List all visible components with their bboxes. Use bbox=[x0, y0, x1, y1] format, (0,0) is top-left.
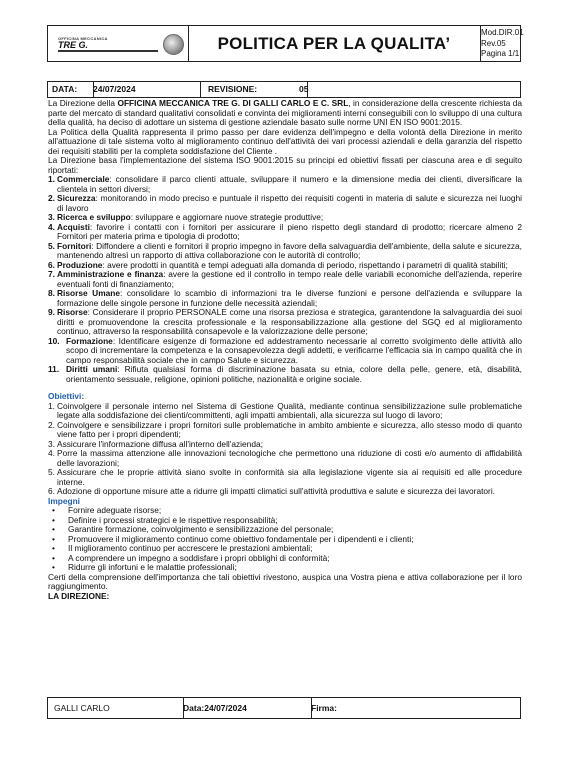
objective-text: Porre la massima attenzione alle innovazioni tecnologiche che permettono una riduzione di costi e/o aumento di affidabilità delle lavorazioni; bbox=[57, 448, 522, 468]
principle-item bbox=[48, 242, 522, 261]
policy-paragraph: La Politica della Qualità rappresenta il primo passo per dare evidenza dell'impegno e della volontà della Direzione in merito all'attuazione di tale sistema volto al miglioramento continuo dell'attività dei vari processi aziendali e della garanzia del rispetto dei requisiti stabiliti per la completa soddisfazione del Cliente . bbox=[48, 126, 522, 156]
objective-number: 3. bbox=[48, 438, 55, 449]
principle-item bbox=[48, 365, 522, 384]
policy-body bbox=[48, 99, 522, 601]
principle-label: Risorse Umane bbox=[57, 288, 120, 298]
intro-text-a: La Direzione della bbox=[48, 98, 118, 108]
closing-paragraph: Certi della comprensione dell'importanza che tali obiettivi rivestono, auspica una Vostra piena e attiva collaborazione per il loro raggiungimento. bbox=[48, 571, 522, 591]
principle-label: Produzione bbox=[57, 259, 103, 270]
principles-list bbox=[48, 175, 522, 384]
principle-item bbox=[48, 194, 522, 213]
principle-text: : Rifiuta qualsiasi forma di discriminazione basata su etnia, colore della pelle, genere, età, disabilità, orientamento sessuale, religione, opinioni politiche, nazionalità e origine sociale. bbox=[66, 364, 522, 384]
company-name: OFFICINA MECCANICA TRE G. DI GALLI CARLO E C. SRL bbox=[117, 98, 349, 108]
principles-intro: La Direzione basa l'implementazione del sistema ISO 9001:2015 su principi ed obiettivi fissati per ciascuna area e di seguito riportati: bbox=[48, 155, 522, 175]
objective-number: 5. bbox=[48, 467, 55, 477]
signer-name: GALLI CARLO bbox=[48, 698, 184, 718]
objective-item bbox=[48, 402, 522, 421]
date-label: DATA: bbox=[48, 82, 94, 97]
principle-label: Diritti umani bbox=[66, 364, 118, 374]
objective-number: 1. bbox=[48, 400, 55, 411]
commitment-item: • Fornire adeguate risorse; bbox=[48, 506, 522, 516]
date-revision-row bbox=[47, 81, 521, 98]
document-title: POLITICA PER LA QUALITA’ bbox=[188, 26, 481, 61]
commitment-item: • Il miglioramento continuo per accrescere le prestazioni ambientali; bbox=[48, 544, 522, 554]
signature-row bbox=[47, 697, 521, 719]
principle-text: : Considerare il proprio PERSONALE come una risorsa preziosa e strategica, garantendone la salvaguardia dei suoi diritti e promuovendone la crescita professionale e la responsabilizzazione alla gestione del SGQ ed al miglioramento continuo, attraverso la responsabilità consapevole e la valorizzazione delle persone; bbox=[57, 307, 522, 336]
principle-number: 4. bbox=[48, 221, 55, 232]
principle-text: : sviluppare e aggiornare nuove strategie produttive; bbox=[130, 212, 324, 222]
objective-item bbox=[48, 468, 522, 487]
principle-number: 5. bbox=[48, 240, 55, 251]
objective-text: Adozione di opportune misure atte a ridurre gli impatti climatici sull'attività produttiva e salute e sicurezza dei lavoratori. bbox=[57, 486, 495, 496]
signature-date: Data:24/07/2024 bbox=[177, 698, 312, 718]
commitments-list bbox=[48, 506, 522, 573]
objective-item bbox=[48, 487, 522, 497]
principle-label: Fornitori bbox=[57, 240, 92, 251]
commitment-item: • A comprendere un impegno a soddisfare i propri obblighi di conformità; bbox=[48, 554, 522, 564]
commitment-item: • Promuovere il miglioramento continuo come obiettivo fondamentale per i dipendenti e i clienti; bbox=[48, 535, 522, 545]
document-meta bbox=[481, 28, 523, 60]
principle-item bbox=[48, 337, 522, 366]
logo-name: TRE G. bbox=[58, 40, 89, 50]
principle-label: Sicurezza bbox=[57, 193, 96, 203]
objective-number: 2. bbox=[48, 419, 55, 430]
logo-underline bbox=[58, 50, 158, 52]
principle-item bbox=[48, 270, 522, 289]
commitments-title: Impegni bbox=[48, 495, 80, 506]
principle-text: : avere prodotti in quantità e tempi adeguati alla domanda di periodo, rispettando i parametri di qualità stabiliti; bbox=[102, 259, 508, 270]
principle-item bbox=[48, 175, 522, 194]
revision-code: Rev.05 bbox=[481, 38, 506, 48]
principle-number: 9. bbox=[48, 307, 55, 317]
principle-number: 11. bbox=[48, 364, 60, 374]
principle-text: : monitorando in modo preciso e puntuale il rispetto dei requisiti cogenti in materia di salute e sicurezza nei luoghi di lavoro bbox=[57, 193, 522, 213]
principle-label: Ricerca e sviluppo bbox=[57, 212, 131, 222]
objective-text: Assicurare l'informazione diffusa all'interno dell'azienda; bbox=[57, 438, 263, 449]
signoff-label: LA DIREZIONE: bbox=[48, 590, 110, 601]
objective-number: 4. bbox=[48, 448, 55, 458]
principle-number: 6. bbox=[48, 259, 55, 270]
objective-item bbox=[48, 421, 522, 440]
principle-label: Formazione bbox=[66, 335, 113, 346]
document-header bbox=[47, 25, 524, 62]
objective-text: Assicurare che le proprie attività siano svolte in conformità sia alla legislazione vigente sia ai requisiti ed alle procedure interne. bbox=[57, 467, 522, 487]
revision-label: REVISIONE: bbox=[196, 82, 308, 97]
objective-text: Coinvolgere il personale interno nel Sistema di Gestione Qualità, mediante continua sensibilizzazione sulle problematiche legate alla soddisfazione dei clienti/committenti, agli impatti ambientali, alla sicurezza sul luogo di lavoro; bbox=[57, 400, 522, 420]
company-logo bbox=[48, 26, 189, 61]
revision-value: 05 bbox=[299, 84, 309, 94]
principle-number: 1. bbox=[48, 174, 55, 184]
principle-number: 10. bbox=[48, 335, 60, 346]
principle-text: : avere la gestione ed il controllo in tempo reale delle variabili economiche dell'azienda, reperire eventuali fonti di finanziamento; bbox=[57, 269, 522, 289]
commitment-item: • Ridurre gli infortuni e le malattie professionali; bbox=[48, 563, 522, 573]
objective-text: Coinvolgere e sensibilizzare i propri fornitori sulle problematiche in ambito ambiente e sicurezza, allo stesso modo di quanto viene fatto per i propri dipendenti; bbox=[57, 419, 522, 439]
signature-label: Firma: bbox=[311, 703, 337, 713]
principle-text: : consolidare lo scambio di informazioni tra le diverse funzioni e persone dell'azienda e sviluppare la formazione delle singole persone in funzione delle necessità aziendali; bbox=[57, 288, 523, 308]
principle-label: Risorse bbox=[57, 307, 88, 317]
principle-item bbox=[48, 289, 522, 308]
principle-item bbox=[48, 223, 522, 242]
logo-caption: OFFICINA MECCANICA bbox=[58, 36, 108, 41]
commitment-item: • Definire i processi strategici e le rispettive responsabilità; bbox=[48, 516, 522, 526]
principle-text: : consolidare il parco clienti attuale, sviluppare il numero e la dimensione media dei clienti, diversificare la clientela in settori diversi; bbox=[57, 174, 522, 194]
principle-number: 2. bbox=[48, 193, 55, 203]
principle-item bbox=[48, 308, 522, 337]
intro-text-b: , in considerazione della crescente richiesta da parte del mercato di standard qualitativi consolidati e convinta dei miglioramenti interni conseguibili con lo sviluppo di una cultura della qualità, ha deciso di adottare un sistema di gestione aziendale basato sulle norme UNI EN ISO 9001:2015. bbox=[48, 98, 523, 127]
page-number: Pagina 1/1 bbox=[481, 49, 520, 58]
intro-paragraph bbox=[48, 99, 522, 128]
principle-label: Commerciale bbox=[57, 174, 110, 184]
principle-label: Amministrazione e finanza bbox=[57, 269, 164, 279]
objective-number: 6. bbox=[48, 486, 55, 496]
commitment-item: • Garantire formazione, coinvolgimento e sensibilizzazione del personale; bbox=[48, 525, 522, 535]
principle-number: 8. bbox=[48, 288, 55, 298]
objectives-list bbox=[48, 402, 522, 497]
principle-text: : Diffondere a clienti e fornitori il proprio impegno in favore della salvaguardia dell'ambiente, della salute e sicurezza, mantenendo altresì un rapporto di attiva collaborazione con le autorità di controllo; bbox=[57, 240, 522, 260]
objectives-title: Obiettivi: bbox=[48, 391, 85, 401]
principle-text: : favorire i contatti con i fornitori per assicurare il pieno rispetto degli standard di prodotto; ricercare almeno 2 Fornitori per materia prima e tipologia di prodotto; bbox=[57, 221, 522, 241]
principle-number: 3. bbox=[48, 212, 55, 222]
principle-number: 7. bbox=[48, 269, 55, 279]
date-value: 24/07/2024 bbox=[89, 82, 201, 97]
module-code: Mod.DIR.01 bbox=[481, 28, 524, 37]
objective-item bbox=[48, 449, 522, 468]
principle-text: : Identificare esigenze di formazione ed addestramento necessarie al corretto svolgimento delle attività allo scopo di incrementare la competenza e la consapevolezza degli addetti, e verificarne l'efficacia sia in campo qualità che in campo responsabilità sociale che in campo Salute e sicurezza. bbox=[66, 335, 522, 365]
principle-label: Acquisti bbox=[57, 221, 90, 232]
logo-emblem-icon bbox=[163, 34, 184, 55]
